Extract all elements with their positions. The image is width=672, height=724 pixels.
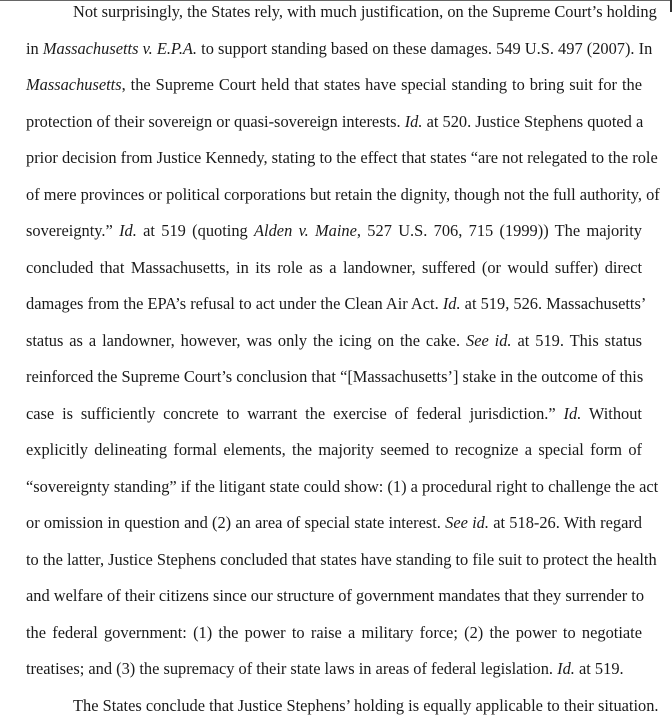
text-line: of mere provinces or political corporations but retain the dignity, though not the full authority, of xyxy=(26,177,642,214)
text-line: prior decision from Justice Kennedy, stating to the effect that states “are not relegated to the role xyxy=(26,140,642,177)
text-line: Not surprisingly, the States rely, with much justification, on the Supreme Court’s holding xyxy=(26,0,642,31)
text-line: in Massachusetts v. E.P.A. to support standing based on these damages. 549 U.S. 497 (2007). In xyxy=(26,31,642,68)
text-line: status as a landowner, however, was only the icing on the cake. See id. at 519. This status xyxy=(26,323,642,360)
text-line: sovereignty.” Id. at 519 (quoting Alden v. Maine, 527 U.S. 706, 715 (1999)) The majority xyxy=(26,213,642,250)
text-line: and welfare of their citizens since our structure of government mandates that they surrender to xyxy=(26,578,642,615)
text-line: “sovereignty standing” if the litigant state could show: (1) a procedural right to challenge the act xyxy=(26,469,642,506)
text-line: concluded that Massachusetts, in its role as a landowner, suffered (or would suffer) direct xyxy=(26,250,642,287)
text-line: reinforced the Supreme Court’s conclusion that “[Massachusetts’] stake in the outcome of this xyxy=(26,359,642,396)
document-body xyxy=(26,0,642,724)
text-line: damages from the EPA’s refusal to act under the Clean Air Act. Id. at 519, 526. Massachusetts’ xyxy=(26,286,642,323)
paragraph-1 xyxy=(26,0,642,688)
text-line: The States conclude that Justice Stephens’ holding is equally applicable to their situation. xyxy=(26,688,642,724)
text-line: Massachusetts, the Supreme Court held that states have special standing to bring suit for the xyxy=(26,67,642,104)
text-line: to the latter, Justice Stephens concluded that states have standing to file suit to protect the health xyxy=(26,542,642,579)
text-line: protection of their sovereign or quasi-sovereign interests. Id. at 520. Justice Stephens quoted a xyxy=(26,104,642,141)
text-line: explicitly delineating formal elements, the majority seemed to recognize a special form of xyxy=(26,432,642,469)
paragraph-2 xyxy=(26,688,642,724)
text-line: case is sufficiently concrete to warrant the exercise of federal jurisdiction.” Id. Without xyxy=(26,396,642,433)
text-line: or omission in question and (2) an area of special state interest. See id. at 518-26. With regard xyxy=(26,505,642,542)
text-line: the federal government: (1) the power to raise a military force; (2) the power to negotiate xyxy=(26,615,642,652)
text-line: treatises; and (3) the supremacy of their state laws in areas of federal legislation. Id. at 519. xyxy=(26,651,642,688)
